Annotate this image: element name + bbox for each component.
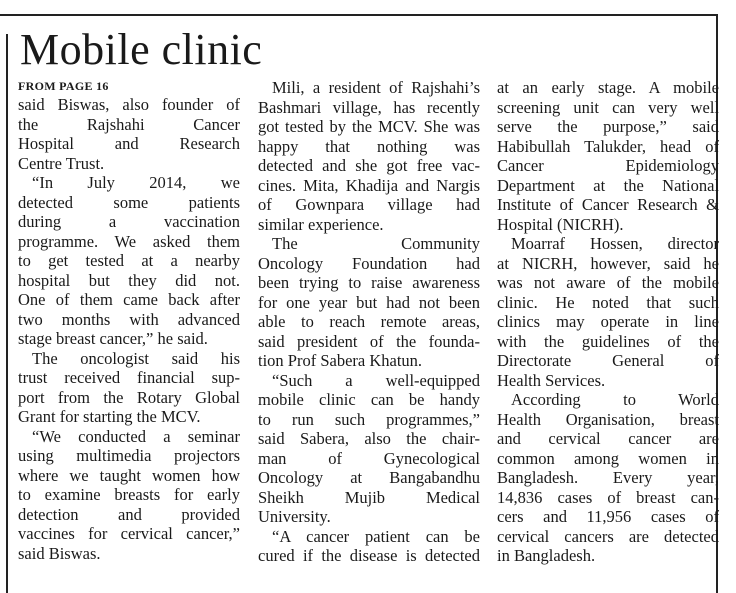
text-line: cured if the disease is detected — [258, 546, 480, 565]
text-line: Grant for starting the MCV. — [18, 407, 201, 426]
text-line: detected and she got free vac- — [258, 156, 480, 175]
text-line: to run such programmes,” — [258, 409, 480, 429]
text-line: Habibullah Talukder, head of — [497, 136, 719, 156]
text-line: cers and 11,956 cases of — [497, 507, 719, 526]
text-line: Hospital and Research — [18, 134, 240, 153]
text-line: trust received financial sup- — [18, 368, 240, 387]
text-line: the Rajshahi Cancer — [18, 114, 240, 134]
top-rule — [0, 14, 718, 16]
text-line: with the guidelines of the — [497, 331, 719, 351]
text-line: detection and provided — [18, 504, 240, 524]
text-line: of Gownpara village had — [258, 195, 480, 214]
text-line: Hospital (NICRH). — [497, 214, 624, 234]
text-line: Bashmari village, has recently — [258, 97, 480, 117]
text-line: hospital but they did not. — [18, 270, 240, 290]
article-column-3 — [497, 78, 719, 566]
text-line: able to reach remote areas, — [258, 312, 480, 331]
text-line: Oncology Foundation had — [258, 253, 480, 273]
text-line: Directorate General of — [497, 351, 719, 370]
text-line: cines. Mita, Khadija and Nargis — [258, 175, 480, 195]
article-column-2 — [258, 78, 480, 566]
column-3-text — [497, 78, 719, 566]
text-line: been trying to raise awareness — [258, 273, 480, 292]
text-line: According to World — [511, 390, 719, 409]
text-line: University. — [258, 507, 331, 526]
text-line: at an early stage. A mobile — [497, 78, 719, 97]
text-line: during a vaccination — [18, 212, 240, 231]
text-line: said Sabera, also the chair- — [258, 429, 480, 448]
text-line: Department at the National — [497, 175, 719, 195]
text-line: The Community — [272, 234, 480, 253]
text-line: similar experience. — [258, 214, 384, 234]
text-line: 14,836 cases of breast can- — [497, 487, 719, 507]
text-line: said Biswas. — [18, 543, 101, 563]
text-line: two months with advanced — [18, 309, 240, 329]
text-line: at NICRH, however, said he — [497, 253, 719, 273]
text-line: man of Gynecological — [258, 448, 480, 468]
headline: Mobile clinic — [20, 25, 263, 74]
article-column-1 — [18, 78, 240, 563]
text-line: Moarraf Hossen, director — [511, 234, 719, 253]
text-line: vaccines for cervical cancer,” — [18, 524, 240, 543]
text-line: serve the purpose,” said — [497, 117, 719, 136]
text-line: programme. We asked them — [18, 231, 240, 251]
text-line: port from the Rotary Global — [18, 387, 240, 407]
text-line: using multimedia projectors — [18, 446, 240, 465]
text-line: said Biswas, also founder of — [18, 95, 240, 114]
text-line: tion Prof Sabera Khatun. — [258, 351, 423, 370]
text-line: in Bangladesh. — [497, 546, 596, 565]
text-line: detected some patients — [18, 192, 240, 212]
text-line: to examine breasts for early — [18, 485, 240, 504]
text-line: Institute of Cancer Research & — [497, 195, 719, 214]
column-1-text — [18, 95, 240, 563]
column-2-text — [258, 78, 480, 566]
text-line: “In July 2014, we — [32, 173, 240, 192]
text-line: “We conducted a seminar — [32, 426, 240, 446]
text-line: common among women in — [497, 448, 719, 468]
text-line: to get tested at a nearby — [18, 251, 240, 270]
text-line: was not aware of the mobile — [497, 273, 719, 292]
text-line: “A cancer patient can be — [272, 526, 480, 546]
text-line: Sheikh Mujib Medical — [258, 487, 480, 507]
text-line: Cancer Epidemiology — [497, 156, 719, 175]
text-line: cervical cancers are detected — [497, 526, 719, 546]
text-line: for one year but had not been — [258, 292, 480, 312]
text-line: screening unit can very well — [497, 97, 719, 117]
text-line: happy that nothing was — [258, 136, 480, 156]
text-line: Health Services. — [497, 370, 606, 390]
text-line: clinics may operate in line — [497, 312, 719, 331]
text-line: stage breast cancer,” he said. — [18, 329, 208, 348]
text-line: Mili, a resident of Rajshahi’s — [272, 78, 480, 97]
left-column-rule — [6, 34, 8, 593]
text-line: Oncology at Bangabandhu — [258, 468, 480, 487]
text-line: One of them came back after — [18, 290, 240, 309]
text-line: The oncologist said his — [32, 348, 240, 368]
text-line: Bangladesh. Every year, — [497, 468, 719, 487]
continued-from-label: FROM PAGE 16 — [18, 79, 109, 93]
text-line: Health Organisation, breast — [497, 409, 719, 429]
text-line: said president of the founda- — [258, 331, 480, 351]
text-line: “Such a well-equipped — [272, 370, 480, 390]
text-line: got tested by the MCV. She was — [258, 117, 480, 136]
text-line: mobile clinic can be handy — [258, 390, 480, 409]
text-line: clinic. He noted that such — [497, 292, 719, 312]
text-line: and cervical cancer are — [497, 429, 719, 448]
text-line: where we taught women how — [18, 465, 240, 485]
text-line: Centre Trust. — [18, 153, 105, 173]
